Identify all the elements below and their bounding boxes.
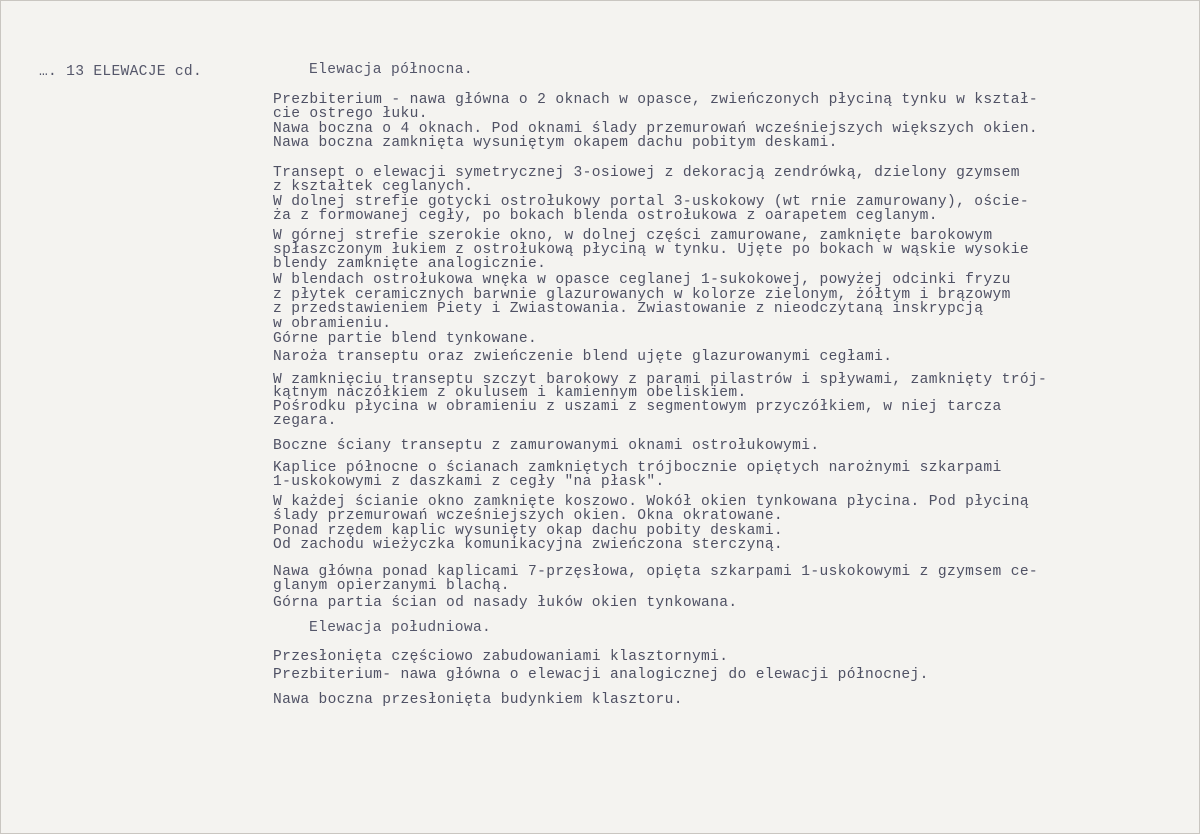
text-line: Boczne ściany transeptu z zamurowanymi oknami ostrołukowymi. <box>273 438 820 454</box>
text-line: W dolnej strefie gotycki ostrołukowy portal 3-uskokowy (wt rnie zamurowany), oście- <box>273 194 1029 210</box>
text-line: Prezbiterium - nawa główna o 2 oknach w opasce, zwieńczonych płyciną tynku w kształ- <box>273 92 1039 108</box>
text-line: z płytek ceramicznych barwnie glazurowanych w kolorze zielonym, żółtym i brązowym <box>273 287 1011 303</box>
description-text <box>273 1 1173 834</box>
text-line: Nawa boczna o 4 oknach. Pod oknami ślady przemurowań wcześniejszych większych okien. <box>273 121 1039 137</box>
text-line: W zamknięciu transeptu szczyt barokowy z parami pilastrów i spływami, zamknięty trój- <box>273 372 1048 388</box>
text-line: Prezbiterium- nawa główna o elewacji analogicznej do elewacji północnej. <box>273 667 929 683</box>
text-line: W blendach ostrołukowa wnęka w opasce ceglanej 1-sukokowej, powyżej odcinki fryzu <box>273 272 1011 288</box>
text-line: zegara. <box>273 413 337 429</box>
text-line: Nawa boczna przesłonięta budynkiem klasztoru. <box>273 692 683 708</box>
text-line: Przesłonięta częściowo zabudowaniami klasztornymi. <box>273 649 729 665</box>
text-line: Nawa boczna zamknięta wysuniętym okapem dachu pobitym deskami. <box>273 135 838 151</box>
text-line: Naroża transeptu oraz zwieńczenie blend ujęte glazurowanymi cegłami. <box>273 349 893 365</box>
section-heading: Elewacja północna. <box>309 62 473 78</box>
text-line: Górne partie blend tynkowane. <box>273 331 538 347</box>
text-line: kątnym naczółkiem z okulusem i kamiennym obeliskiem. <box>273 385 747 401</box>
text-line: glanym opierzanymi blachą. <box>273 578 510 594</box>
text-line: 1-uskokowymi z daszkami z cegły "na płask". <box>273 474 665 490</box>
text-line: Kaplice północne o ścianach zamkniętych trójbocznie opiętych narożnymi szkarpami <box>273 460 1002 476</box>
text-line: ślady przemurowań wcześniejszych okien. Okna okratowane. <box>273 508 784 524</box>
text-line: cie ostrego łuku. <box>273 106 428 122</box>
text-line: blendy zamknięte analogicznie. <box>273 256 547 272</box>
text-line: Od zachodu wieżyczka komunikacyjna zwieńczona sterczyną. <box>273 537 784 553</box>
text-line: W górnej strefie szerokie okno, w dolnej części zamurowane, zamknięte barokowym <box>273 228 993 244</box>
text-line: Nawa główna ponad kaplicami 7-przęsłowa, opięta szkarpami 1-uskokowymi z gzymsem ce- <box>273 564 1039 580</box>
text-line: Transept o elewacji symetrycznej 3-osiowej z dekoracją zendrówką, dzielony gzymsem <box>273 165 1020 181</box>
text-line: Górna partia ścian od nasady łuków okien tynkowana. <box>273 595 738 611</box>
text-line: w obramieniu. <box>273 316 392 332</box>
text-line: spłaszczonym łukiem z ostrołukową płyciną w tynku. Ujęte po bokach w wąskie wysokie <box>273 242 1029 258</box>
text-line: Pośrodku płycina w obramieniu z uszami z segmentowym przyczółkiem, w niej tarcza <box>273 399 1002 415</box>
section-heading: Elewacja południowa. <box>309 620 492 636</box>
section-label: …. 13 ELEWACJE cd. <box>39 64 203 80</box>
text-line: Ponad rzędem kaplic wysunięty okap dachu pobity deskami. <box>273 523 784 539</box>
text-line: W każdej ścianie okno zamknięte koszowo. Wokół okien tynkowana płycina. Pod płyciną <box>273 494 1029 510</box>
text-line: z przedstawieniem Piety i Zwiastowania. Zwiastowanie z nieodczytaną inskrypcją <box>273 301 984 317</box>
text-line: z kształtek ceglanych. <box>273 179 474 195</box>
text-line: ża z formowanej cegły, po bokach blenda ostrołukowa z oarapetem ceglanym. <box>273 208 938 224</box>
